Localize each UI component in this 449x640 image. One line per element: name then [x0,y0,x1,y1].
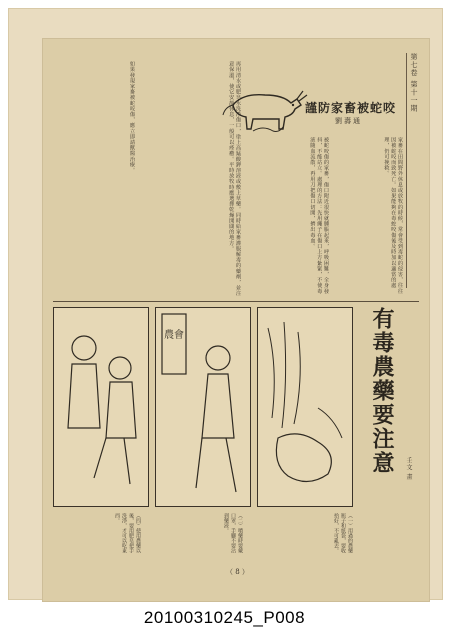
comic-panel-2 [155,307,251,507]
comic-title: 有毒農藥要注意 [369,307,395,475]
section-divider [53,301,419,302]
text-column-4: 如果發現家畜被蛇咬傷，應立即請獸醫治療。 [129,61,135,173]
text-column-3: 再用清水或肥皂水洗淨傷口，塗上高錳酸鉀溶液或敷上草藥。同時給家畜灌服解毒的藥劑，並注意保溫，使它安靜休息，一般可以痊癒。平時放牧時應選擇乾燥開闊的地方。 [228,61,241,297]
comic-title-block [355,307,415,507]
scanned-sheet [8,8,443,600]
comic-panel-2-art [156,308,252,508]
comic-credit: 壬文 畫 [405,457,412,481]
comic-panel-3 [257,307,353,507]
comic-strip [53,307,353,507]
text-column-1: 家畜在田間野外休息或放牧的時候，常會受到毒蛇的侵害，往往因被蛇咬而致死亡。如果能夠在毒蛇咬傷後及時加以適當的處理，仍可挽救。 [383,137,403,294]
comic-caption-1: （四）使用農藥以後，要用肥皂把手洗淨，才可以吃東西。 [114,513,141,553]
magazine-page [43,39,429,601]
article-title: 謹防家畜被蛇咬 [305,101,397,115]
comic-sign-text: 農會 [164,330,184,341]
comic-captions [53,513,419,559]
archive-id-label: 20100310245_P008 [143,608,306,627]
comic-caption-2: （二）噴藥時要戴口罩，手腳不要沾到藥液。 [223,513,243,553]
page-number: （ 8 ） [226,568,249,576]
text-column-2: 被蛇咬傷的家畜，傷口附近很快就腫脹起來，呼吸困難，全身發抖，不能站立。處理的方法：先用繩子在傷口上方紮緊，不使毒液隨血流散，再用刀把傷口切開，擠出毒血。 [309,137,329,294]
article-title-block [305,99,417,133]
comic-panel-1-art [54,308,150,508]
comic-panel-1 [53,307,149,507]
bull-illustration [213,75,313,135]
header-rule [406,53,407,288]
comic-panel-3-art [258,308,354,508]
page-header: 第七卷 第十一期 [410,53,418,113]
comic-caption-3: （一）用過的農藥瓶子和紙袋，要收拾好，不可亂丟。 [333,513,353,553]
article-author: 劉壽通 [335,117,362,125]
